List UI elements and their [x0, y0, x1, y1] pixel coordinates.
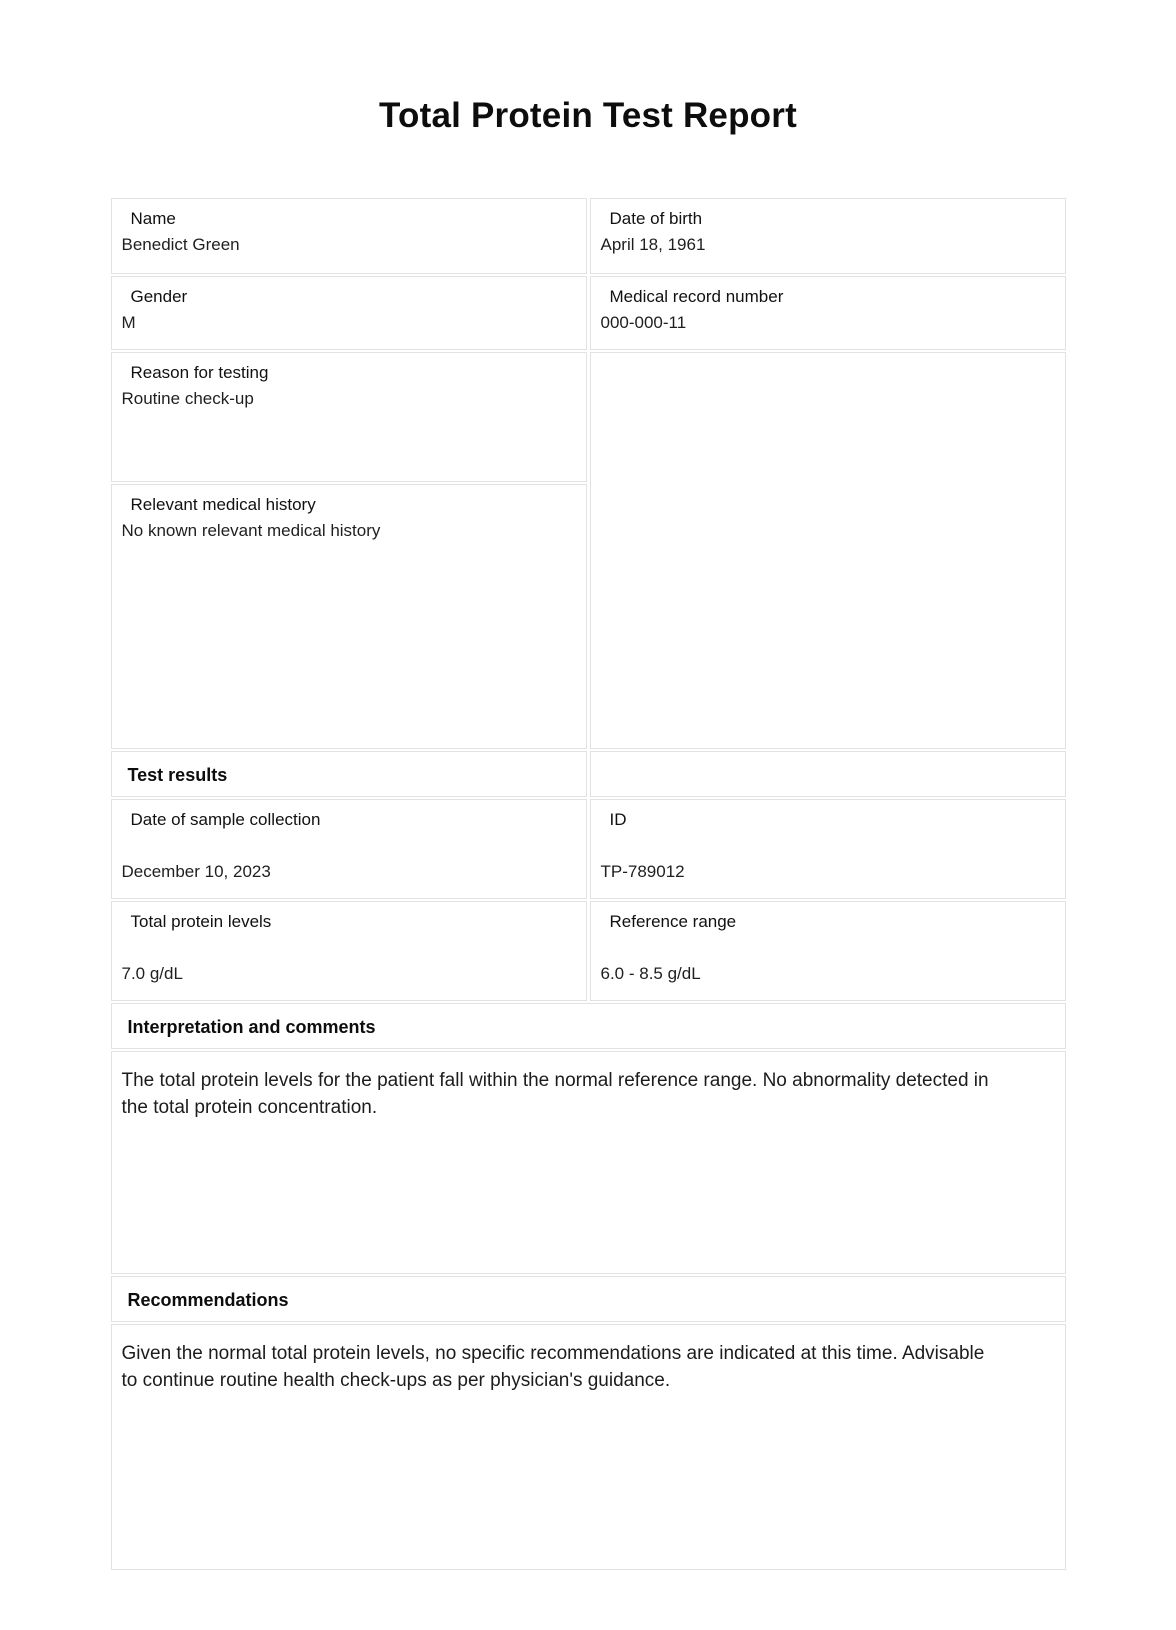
field-medical-record-number: [590, 276, 1066, 350]
field-reason-for-testing-label: Reason for testing: [130, 363, 269, 382]
field-name-value: Benedict Green: [121, 235, 240, 254]
field-reference-range-label: Reference range: [609, 912, 737, 931]
field-test-id-value: TP-789012: [600, 862, 685, 881]
interpretation-body: [111, 1051, 1066, 1274]
field-medical-record-number-value: 000-000-11: [600, 313, 687, 332]
field-relevant-medical-history-label: Relevant medical history: [130, 495, 316, 514]
field-test-id: [590, 799, 1066, 899]
empty-cell: [590, 751, 1066, 797]
field-gender-value: M: [121, 313, 136, 332]
field-reason-for-testing-value: Routine check-up: [121, 389, 254, 408]
field-total-protein-levels-value: 7.0 g/dL: [121, 964, 183, 983]
field-relevant-medical-history-value: No known relevant medical history: [121, 521, 381, 540]
field-total-protein-levels: [111, 901, 587, 1001]
field-name: [111, 198, 587, 274]
field-reference-range: [590, 901, 1066, 1001]
field-sample-collection-date-label: Date of sample collection: [130, 810, 321, 829]
field-date-of-birth-label: Date of birth: [609, 209, 703, 228]
recommendations-text: Given the normal total protein levels, no specific recommendations are indicated at this time. Advisable to continue routine health check-ups as per physician's guidance.: [121, 1343, 985, 1391]
section-header-test-results-text: Test results: [127, 765, 228, 785]
field-relevant-medical-history: [111, 484, 587, 749]
field-date-of-birth-value: April 18, 1961: [600, 235, 706, 254]
field-date-of-birth: [590, 198, 1066, 274]
recommendations-body: [111, 1324, 1066, 1570]
field-gender-label: Gender: [130, 287, 188, 306]
report-table: [111, 198, 1066, 1570]
empty-cell: [590, 352, 1066, 749]
section-header-interpretation: [111, 1003, 1066, 1049]
field-gender: [111, 276, 587, 350]
interpretation-text: The total protein levels for the patient fall within the normal reference range. No abnormality detected in the total protein concentration.: [121, 1070, 989, 1118]
field-sample-collection-date-value: December 10, 2023: [121, 862, 271, 881]
field-reason-for-testing: [111, 352, 587, 482]
section-header-interpretation-text: Interpretation and comments: [127, 1017, 376, 1037]
section-header-test-results: [111, 751, 587, 797]
page-title: Total Protein Test Report: [379, 96, 797, 135]
section-header-recommendations-text: Recommendations: [127, 1290, 289, 1310]
field-medical-record-number-label: Medical record number: [609, 287, 784, 306]
section-header-recommendations: [111, 1276, 1066, 1322]
field-reference-range-value: 6.0 - 8.5 g/dL: [600, 964, 701, 983]
field-total-protein-levels-label: Total protein levels: [130, 912, 272, 931]
field-test-id-label: ID: [609, 810, 627, 829]
field-sample-collection-date: [111, 799, 587, 899]
field-name-label: Name: [130, 209, 176, 228]
